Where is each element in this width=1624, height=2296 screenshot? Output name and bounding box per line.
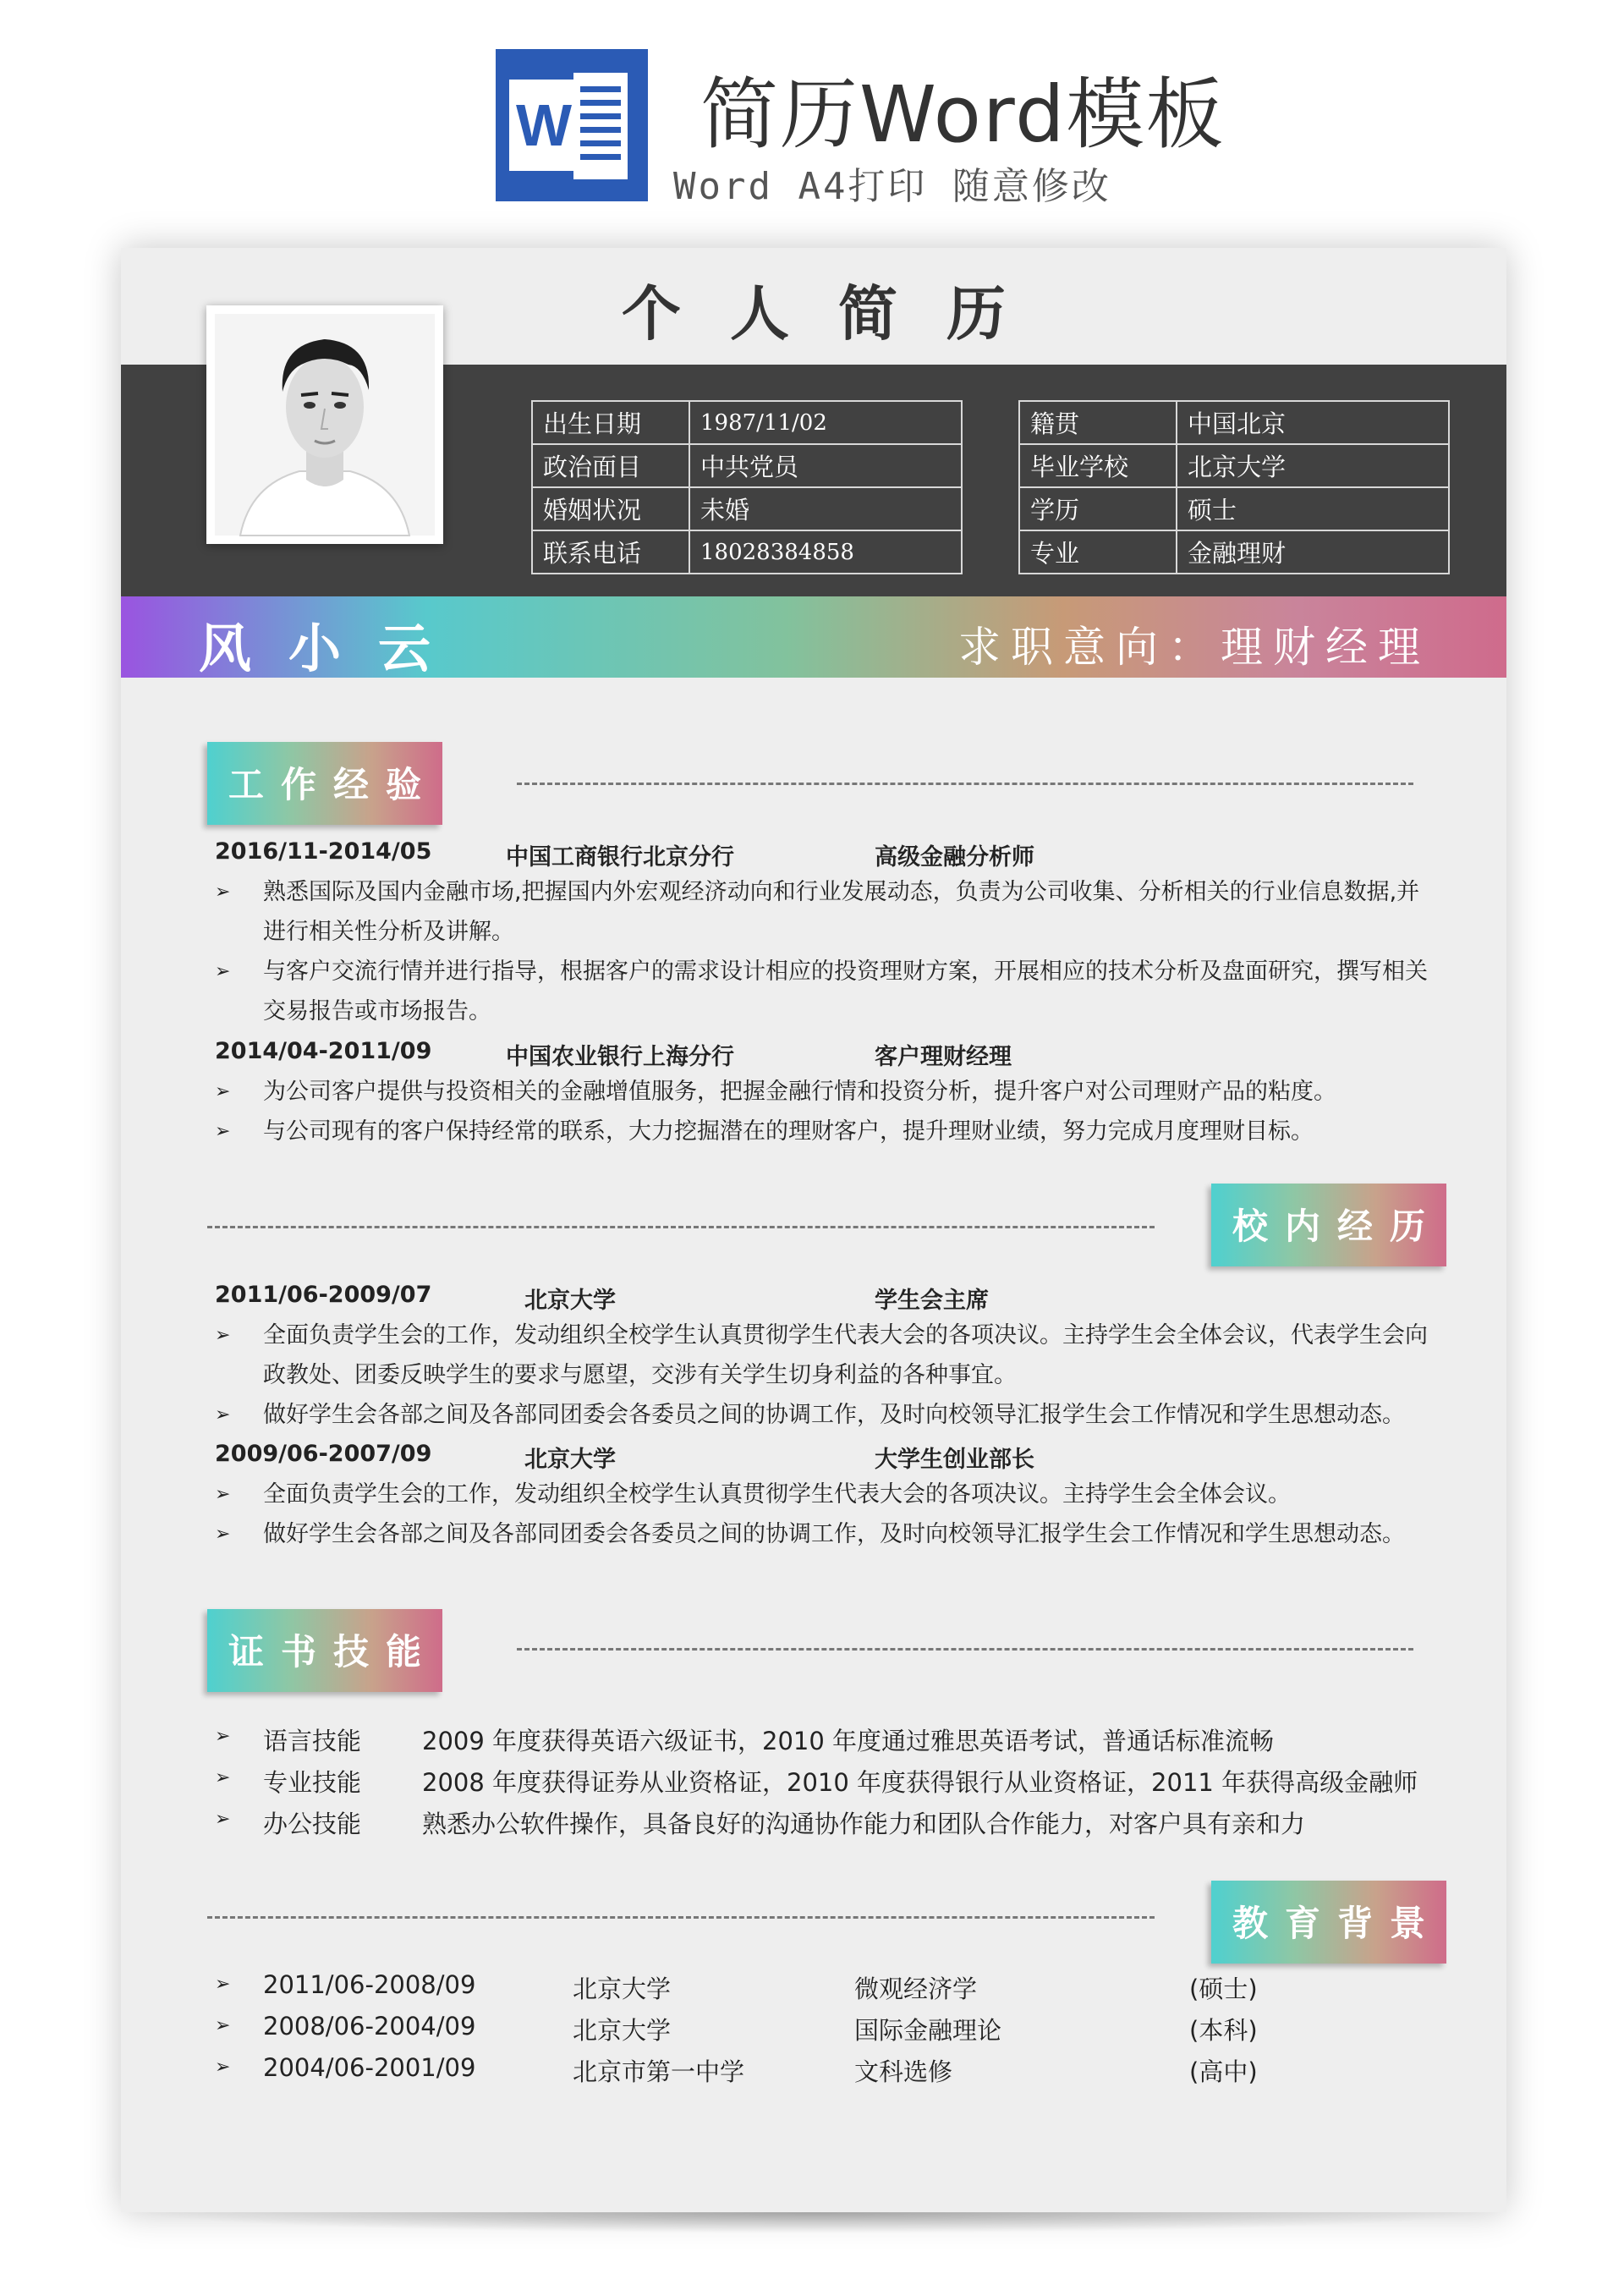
- list-item-text: 与公司现有的客户保持经常的联系，大力挖掘潜在的理财客户，提升理财业绩，努力完成月度理财目标。: [263, 1118, 1314, 1145]
- arrow-bullet-icon: ➢: [215, 882, 231, 903]
- education-row: [215, 2012, 1441, 2052]
- job-objective: 求职意向：理财经理: [958, 623, 1430, 672]
- section-divider: [207, 1226, 1155, 1228]
- skill-desc: 熟悉办公软件操作，具备良好的沟通协作能力和团队合作能力，对客户具有亲和力: [422, 1810, 1306, 1838]
- skill-name: 语言技能: [263, 1727, 362, 1755]
- education-degree: (硕士): [1189, 1975, 1258, 2003]
- personal-info-table-right: [1018, 400, 1450, 574]
- experience-period: 2011/06-2009/07: [215, 1282, 432, 1308]
- skill-desc: 2009 年度获得英语六级证书，2010 年度通过雅思英语考试，普通话标准流畅: [422, 1727, 1275, 1755]
- experience-org: 中国工商银行北京分行: [506, 844, 734, 871]
- arrow-bullet-icon: ➢: [215, 1404, 231, 1425]
- list-item-text: 与客户交流行情并进行指导，根据客户的需求设计相应的投资理财方案，开展相应的技术分析及盘面研究，撰写相关交易报告或市场报告。: [263, 958, 1428, 1024]
- section-divider: [207, 1916, 1155, 1919]
- experience-period: 2016/11-2014/05: [215, 838, 432, 865]
- section-badge-work: [207, 742, 442, 825]
- name-band: [121, 596, 1506, 678]
- info-label: 联系电话: [532, 530, 689, 574]
- section-title: 证书技能: [228, 1631, 438, 1673]
- info-value: 中共党员: [689, 444, 962, 487]
- info-row: [532, 444, 962, 487]
- education-major: 国际金融理论: [854, 2016, 1002, 2045]
- info-label: 专业: [1019, 530, 1177, 574]
- list-item-text: 为公司客户提供与投资相关的金融增值服务，把握金融行情和投资分析，提升客户对公司理财产品的粘度。: [263, 1079, 1336, 1105]
- education-major: 文科选修: [854, 2057, 953, 2086]
- info-label: 出生日期: [532, 401, 689, 444]
- experience-header: [215, 1282, 989, 1314]
- info-value: 硕士: [1177, 487, 1449, 530]
- section-divider: [517, 783, 1413, 785]
- section-title: 工作经验: [228, 764, 438, 805]
- experience-org: 中国农业银行上海分行: [506, 1044, 734, 1070]
- list-item: [215, 1112, 1441, 1151]
- experience-role: 大学生创业部长: [875, 1447, 1034, 1473]
- list-item: [215, 1316, 1441, 1395]
- arrow-bullet-icon: ➢: [215, 961, 231, 982]
- info-value: 金融理财: [1177, 530, 1449, 574]
- info-value: 18028384858: [689, 530, 962, 574]
- resume-title: 个人简历: [622, 279, 1055, 349]
- info-row: [1019, 444, 1449, 487]
- template-banner: [0, 0, 1624, 220]
- info-value: 中国北京: [1177, 401, 1449, 444]
- education-degree: (本科): [1189, 2016, 1258, 2045]
- experience-role: 学生会主席: [875, 1288, 989, 1314]
- list-item: [215, 1072, 1441, 1112]
- candidate-name: 风小云: [199, 618, 469, 679]
- arrow-bullet-icon: ➢: [215, 1081, 231, 1102]
- info-row: [1019, 530, 1449, 574]
- section-divider: [517, 1648, 1413, 1651]
- experience-header: [215, 838, 1034, 871]
- experience-header: [215, 1038, 1012, 1070]
- skill-name: 专业技能: [263, 1768, 362, 1797]
- experience-org: 北京大学: [524, 1447, 616, 1473]
- skill-row: [215, 1764, 1441, 1804]
- experience-header: [215, 1441, 1034, 1473]
- word-document-icon: [496, 49, 648, 201]
- list-item-text: 做好学生会各部之间及各部同团委会各委员之间的协调工作，及时向校领导汇报学生会工作情况和学生思想动态。: [263, 1402, 1405, 1428]
- avatar: [206, 305, 443, 544]
- arrow-bullet-icon: ➢: [215, 2015, 231, 2036]
- arrow-bullet-icon: ➢: [215, 1325, 231, 1346]
- template-subtitle: Word A4打印 随意修改: [673, 165, 1111, 208]
- experience-role: 高级金融分析师: [875, 844, 1034, 871]
- info-value: 北京大学: [1177, 444, 1449, 487]
- info-row: [532, 487, 962, 530]
- info-value: 未婚: [689, 487, 962, 530]
- education-period: 2004/06-2001/09: [263, 2053, 476, 2082]
- skill-name: 办公技能: [263, 1810, 362, 1838]
- info-row: [1019, 401, 1449, 444]
- section-title: 校内经历: [1232, 1206, 1442, 1247]
- info-label: 毕业学校: [1019, 444, 1177, 487]
- list-item: [215, 1475, 1441, 1514]
- list-item: [215, 1514, 1441, 1554]
- info-row: [532, 530, 962, 574]
- education-school: 北京市第一中学: [573, 2057, 745, 2086]
- info-row: [1019, 487, 1449, 530]
- arrow-bullet-icon: ➢: [215, 1121, 231, 1142]
- education-major: 微观经济学: [854, 1975, 978, 2003]
- list-item: [215, 872, 1441, 952]
- education-period: 2011/06-2008/09: [263, 1970, 476, 1999]
- list-item: [215, 1395, 1441, 1435]
- section-badge-education: [1211, 1881, 1446, 1964]
- section-badge-skills: [207, 1609, 442, 1692]
- skill-desc: 2008 年度获得证券从业资格证，2010 年度获得银行从业资格证，2011 年获得高级金融师: [422, 1768, 1418, 1797]
- template-title: 简历Word模板: [700, 69, 1226, 160]
- svg-text:W: W: [515, 92, 573, 158]
- info-row: [532, 401, 962, 444]
- info-label: 政治面目: [532, 444, 689, 487]
- arrow-bullet-icon: ➢: [215, 1524, 231, 1545]
- personal-info-table-left: [531, 400, 963, 574]
- list-item-text: 做好学生会各部之间及各部同团委会各委员之间的协调工作，及时向校领导汇报学生会工作情况和学生思想动态。: [263, 1521, 1405, 1547]
- education-degree: (高中): [1189, 2057, 1258, 2086]
- skill-row: [215, 1805, 1441, 1845]
- info-label: 婚姻状况: [532, 487, 689, 530]
- education-row: [215, 1970, 1441, 2010]
- resume-sheet: [121, 248, 1506, 2212]
- arrow-bullet-icon: ➢: [215, 1809, 231, 1830]
- arrow-bullet-icon: ➢: [215, 2057, 231, 2078]
- list-item-text: 全面负责学生会的工作，发动组织全校学生认真贯彻学生代表大会的各项决议。主持学生会全体会议。: [263, 1481, 1291, 1508]
- profile-photo: [206, 305, 443, 544]
- info-value: 1987/11/02: [689, 401, 962, 444]
- list-item: [215, 952, 1441, 1031]
- experience-role: 客户理财经理: [875, 1044, 1012, 1070]
- skill-row: [215, 1722, 1441, 1762]
- info-label: 学历: [1019, 487, 1177, 530]
- info-label: 籍贯: [1019, 401, 1177, 444]
- arrow-bullet-icon: ➢: [215, 1726, 231, 1747]
- list-item-text: 全面负责学生会的工作，发动组织全校学生认真贯彻学生代表大会的各项决议。主持学生会全体会议，代表学生会向政教处、团委反映学生的要求与愿望，交涉有关学生切身利益的各种事宜。: [263, 1322, 1428, 1388]
- experience-period: 2009/06-2007/09: [215, 1441, 432, 1467]
- arrow-bullet-icon: ➢: [215, 1974, 231, 1995]
- arrow-bullet-icon: ➢: [215, 1484, 231, 1505]
- list-item-text: 熟悉国际及国内金融市场,把握国内外宏观经济动向和行业发展动态，负责为公司收集、分析相关的行业信息数据,并进行相关性分析及讲解。: [263, 879, 1420, 945]
- section-badge-campus: [1211, 1184, 1446, 1266]
- section-title: 教育背景: [1232, 1903, 1442, 1944]
- experience-period: 2014/04-2011/09: [215, 1038, 432, 1064]
- experience-org: 北京大学: [524, 1288, 616, 1314]
- education-school: 北京大学: [573, 2016, 672, 2045]
- education-school: 北京大学: [573, 1975, 672, 2003]
- education-period: 2008/06-2004/09: [263, 2012, 476, 2041]
- education-row: [215, 2053, 1441, 2093]
- arrow-bullet-icon: ➢: [215, 1767, 231, 1788]
